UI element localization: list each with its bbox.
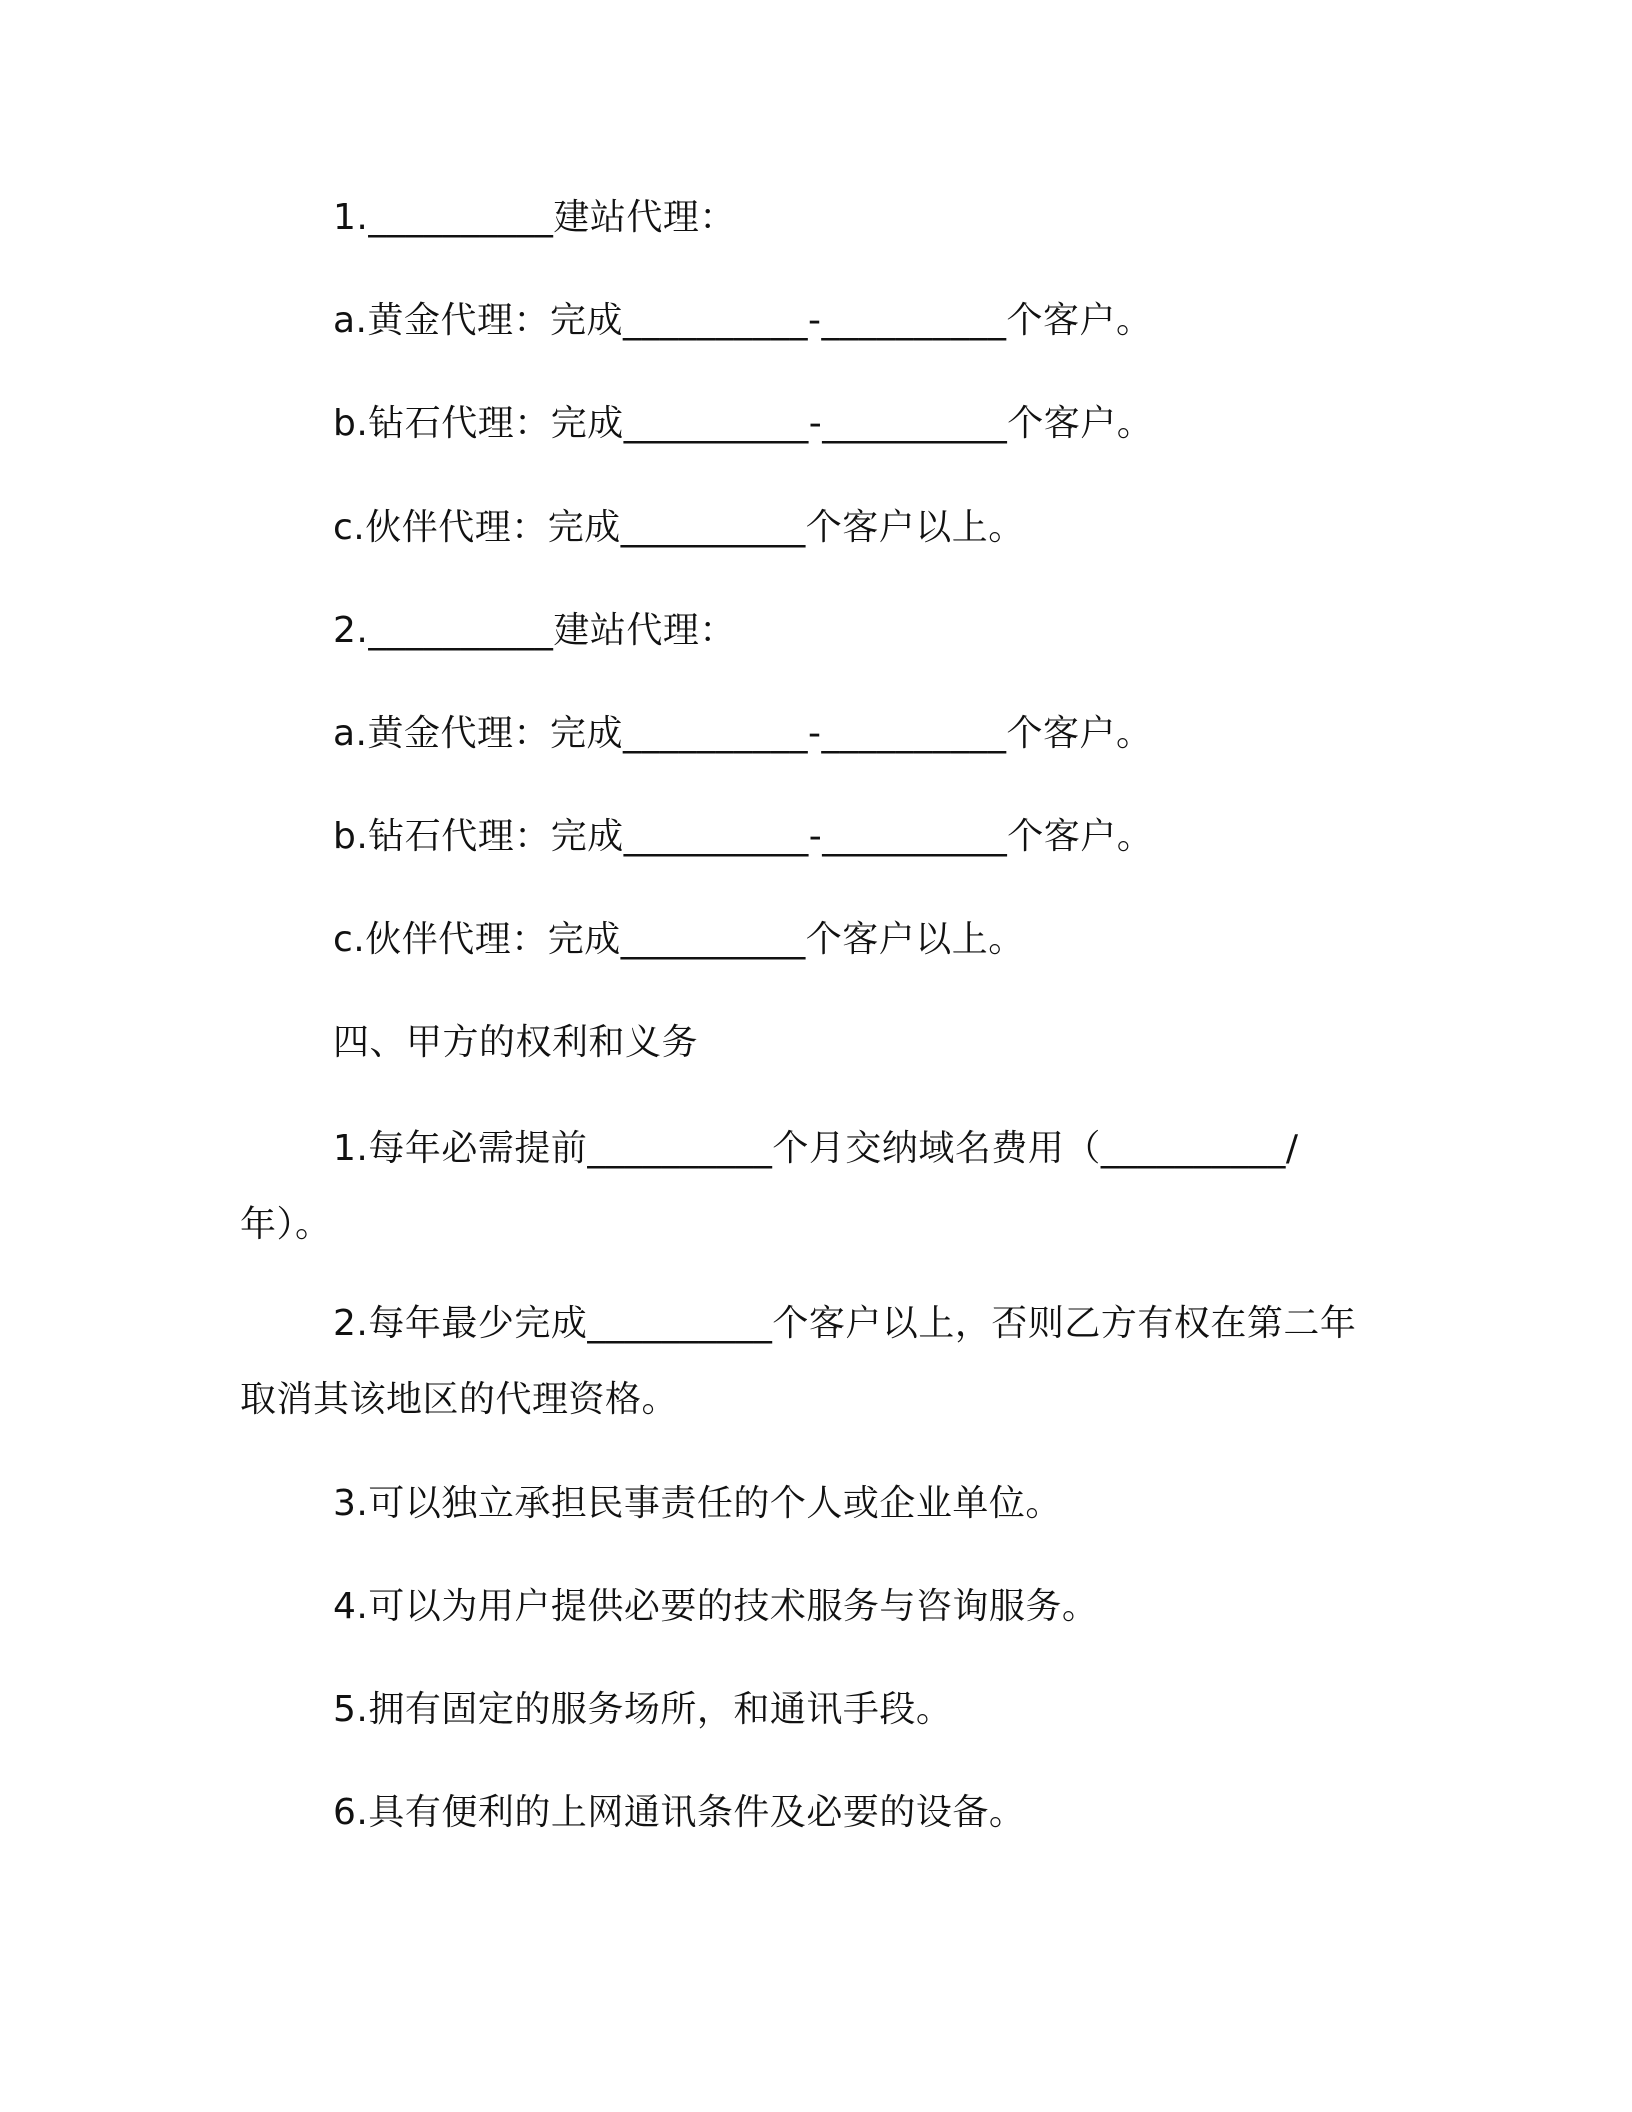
clause-1b-diamond-agent: b.钻石代理：完成__________-__________个客户。 bbox=[333, 403, 1154, 444]
clause-2-heading: 2.__________建站代理： bbox=[333, 610, 736, 651]
duty-4: 4.可以为用户提供必要的技术服务与咨询服务。 bbox=[333, 1586, 1099, 1627]
duty-2-line-2: 取消其该地区的代理资格。 bbox=[240, 1379, 679, 1420]
clause-1a-gold-agent: a.黄金代理：完成__________-__________个客户。 bbox=[333, 300, 1153, 341]
clause-2a-gold-agent: a.黄金代理：完成__________-__________个客户。 bbox=[333, 713, 1153, 754]
duty-5: 5.拥有固定的服务场所，和通讯手段。 bbox=[333, 1689, 953, 1730]
duty-2-line-1: 2.每年最少完成__________个客户以上，否则乙方有权在第二年 bbox=[333, 1303, 1357, 1344]
duty-1-line-2: 年）。 bbox=[240, 1204, 332, 1245]
clause-2b-diamond-agent: b.钻石代理：完成__________-__________个客户。 bbox=[333, 816, 1154, 857]
clause-1-heading: 1.__________建站代理： bbox=[333, 197, 736, 238]
duty-6: 6.具有便利的上网通讯条件及必要的设备。 bbox=[333, 1792, 1026, 1833]
duty-3: 3.可以独立承担民事责任的个人或企业单位。 bbox=[333, 1483, 1062, 1524]
clause-2c-partner-agent: c.伙伴代理：完成__________个客户以上。 bbox=[333, 919, 1025, 960]
section-4-heading: 四、甲方的权利和义务 bbox=[333, 1022, 699, 1063]
duty-1-line-1: 1.每年必需提前__________个月交纳域名费用（__________/ bbox=[333, 1128, 1299, 1169]
clause-1c-partner-agent: c.伙伴代理：完成__________个客户以上。 bbox=[333, 507, 1025, 548]
